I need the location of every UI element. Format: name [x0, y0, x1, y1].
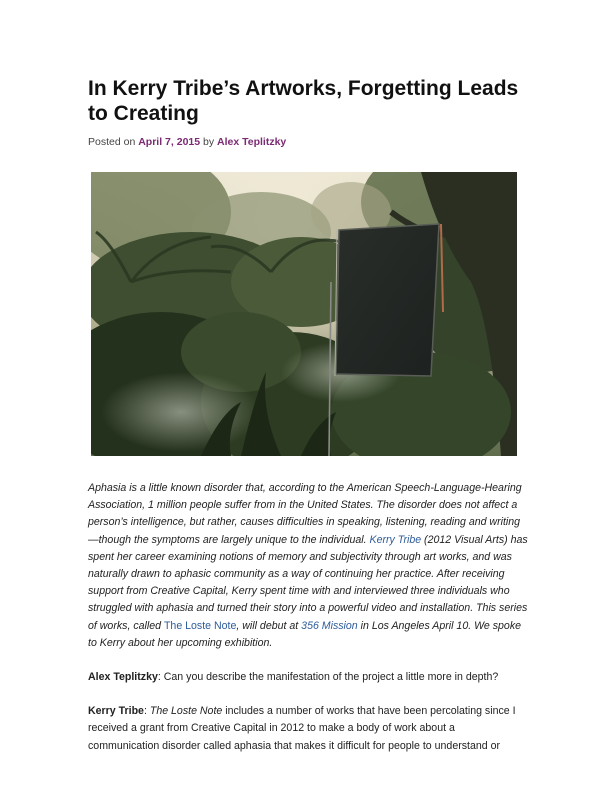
interview-question	[88, 669, 528, 686]
article-body	[88, 480, 528, 755]
answer-separator: :	[143, 705, 150, 718]
interview-answer	[88, 703, 528, 755]
mission-356-link[interactable]: 356 Mission	[301, 619, 358, 632]
kerry-tribe-link[interactable]: Kerry Tribe	[369, 533, 422, 546]
author-link[interactable]: Alex Teplitzky	[217, 136, 287, 148]
intro-text-3: , will debut at	[236, 619, 302, 632]
hero-image	[91, 172, 517, 456]
by-label: by	[203, 136, 215, 148]
post-meta	[88, 136, 286, 148]
posted-on-label: Posted on	[88, 136, 136, 148]
loste-note-link[interactable]: The Loste Note	[163, 619, 237, 632]
answer-work-title: The Loste Note	[149, 705, 223, 718]
intro-text-1: Aphasia is a little known disorder that, according to the American Speech-Language-Hearing Association, 1 million people suffer from in the United States. The disorder does not affect a person’s intelligence, but rather, causes difficulties in speaking, listening, reading and writing—though the symptoms are largely unique to the individual.	[88, 482, 522, 546]
answer-text: includes a number of works that have been percolating since I received a grant from Creative Capital in 2012 to make a body of work about a communication disorder called aphasia that makes it difficult for people to understand or	[88, 705, 516, 752]
intro-text-2: (2012 Visual Arts) has spent her career examining notions of memory and subjectivity through art works, and was naturally drawn to aphasic community as a way of continuing her practice. After receiving support from Creative Capital, Kerry spent time with and interviewed three individuals who struggled with aphasia and turned their story into a powerful video and installation. This series of works, called	[88, 533, 528, 632]
question-separator: :	[157, 671, 164, 684]
intro-paragraph	[88, 480, 528, 652]
article-title: In Kerry Tribe’s Artworks, Forgetting Leads to Creating	[88, 77, 519, 125]
post-date-link[interactable]: April 7, 2015	[138, 136, 201, 148]
intro-text-4: in Los Angeles April 10. We spoke to Kerry about her upcoming exhibition.	[88, 619, 522, 649]
answer-speaker: Kerry Tribe	[88, 705, 144, 718]
jungle-photo	[91, 172, 517, 456]
question-speaker: Alex Teplitzky	[88, 671, 158, 684]
question-text: Can you describe the manifestation of the project a little more in depth?	[163, 671, 499, 684]
